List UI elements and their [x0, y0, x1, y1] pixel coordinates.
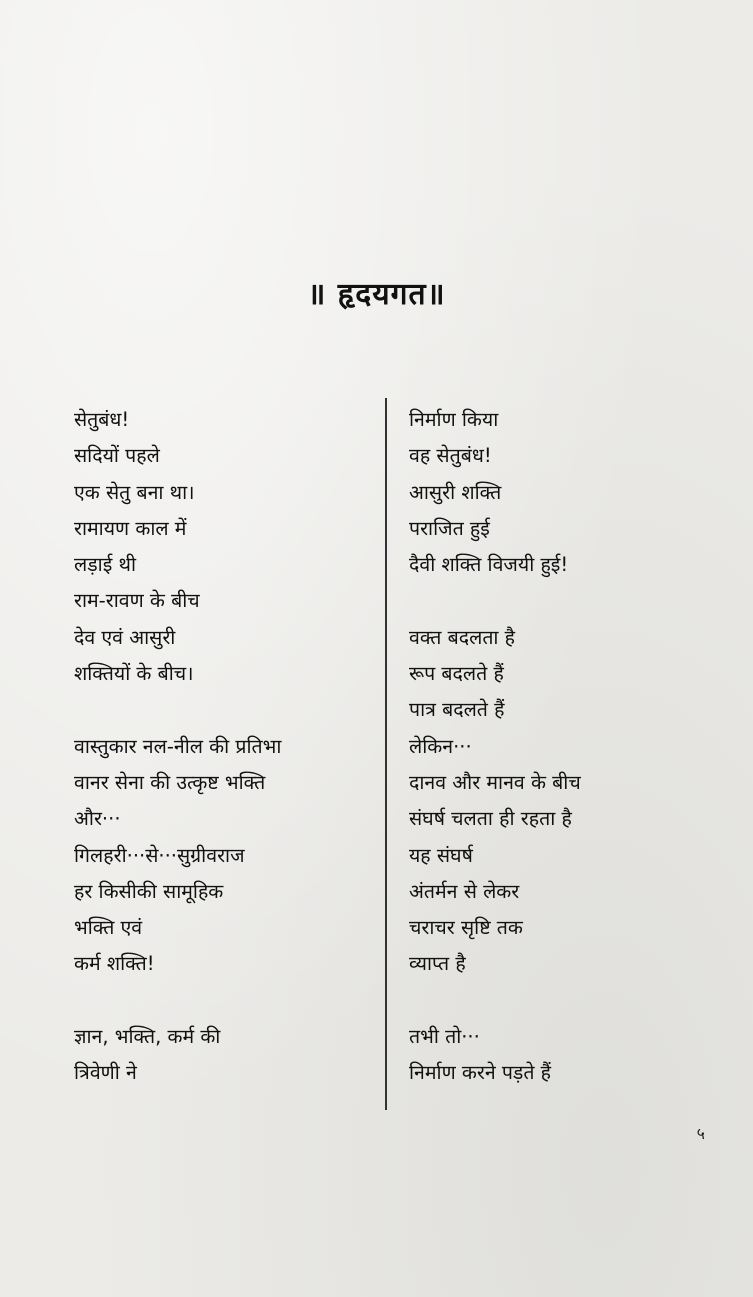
poem-line: वक्त बदलता है: [409, 625, 516, 649]
poem-line: हर किसीकी सामूहिक: [74, 879, 224, 903]
poem-line: आसुरी शक्ति: [409, 480, 502, 504]
poem-line: निर्माण करने पड़ते हैं: [409, 1061, 552, 1085]
poem-line: तभी तो···: [409, 1025, 480, 1049]
poem-title: ॥ हृदयगत॥: [307, 277, 446, 312]
stanza-gap: [74, 692, 374, 728]
poem-line: लेकिन···: [409, 734, 472, 758]
poem-line: देव एवं आसुरी: [74, 625, 176, 649]
poem-line: कर्म शक्ति!: [74, 952, 155, 976]
poem-line: निर्माण किया: [409, 408, 499, 431]
column-divider: [385, 398, 387, 1110]
stanza-gap: [409, 583, 739, 619]
poem-line: वानर सेना की उत्कृष्ट भक्ति: [74, 770, 266, 794]
page-number: ५: [696, 1124, 705, 1143]
right-column: [409, 402, 739, 1092]
poem-line: त्रिवेणी ने: [74, 1061, 137, 1085]
poem-line: दानव और मानव के बीच: [409, 770, 581, 794]
left-column: [74, 402, 374, 1092]
poem-line: संघर्ष चलता ही रहता है: [409, 807, 572, 831]
poem-line: दैवी शक्ति विजयी हुई!: [409, 553, 569, 577]
poem-line: ज्ञान, भक्ति, कर्म की: [74, 1025, 221, 1049]
poem-line: गिलहरी···से···सुग्रीवराज: [74, 843, 245, 867]
poem-line: लड़ाई थी: [74, 553, 136, 577]
poem-line: सेतुबंध!: [74, 408, 130, 431]
stanza-gap: [409, 983, 739, 1019]
poem-line: व्याप्त है: [409, 952, 466, 976]
stanza-gap: [74, 983, 374, 1019]
poem-line: पराजित हुई: [409, 516, 490, 540]
poem-line: रामायण काल में: [74, 516, 187, 540]
poem-line: राम-रावण के बीच: [74, 589, 200, 613]
poem-line: और···: [74, 807, 121, 831]
poem-line: वास्तुकार नल-नील की प्रतिभा: [74, 734, 282, 758]
poem-line: चराचर सृष्टि तक: [409, 916, 523, 940]
poem-line: रूप बदलते हैं: [409, 662, 504, 686]
poem-line: पात्र बदलते हैं: [409, 698, 505, 722]
poem-line: भक्ति एवं: [74, 916, 143, 940]
poem-line: वह सेतुबंध!: [409, 444, 492, 468]
poem-line: यह संघर्ष: [409, 843, 473, 867]
poem-line: अंतर्मन से लेकर: [409, 879, 520, 903]
poem-line: शक्तियों के बीच।: [74, 662, 194, 686]
poem-line: एक सेतु बना था।: [74, 480, 195, 504]
poem-line: सदियों पहले: [74, 444, 160, 468]
